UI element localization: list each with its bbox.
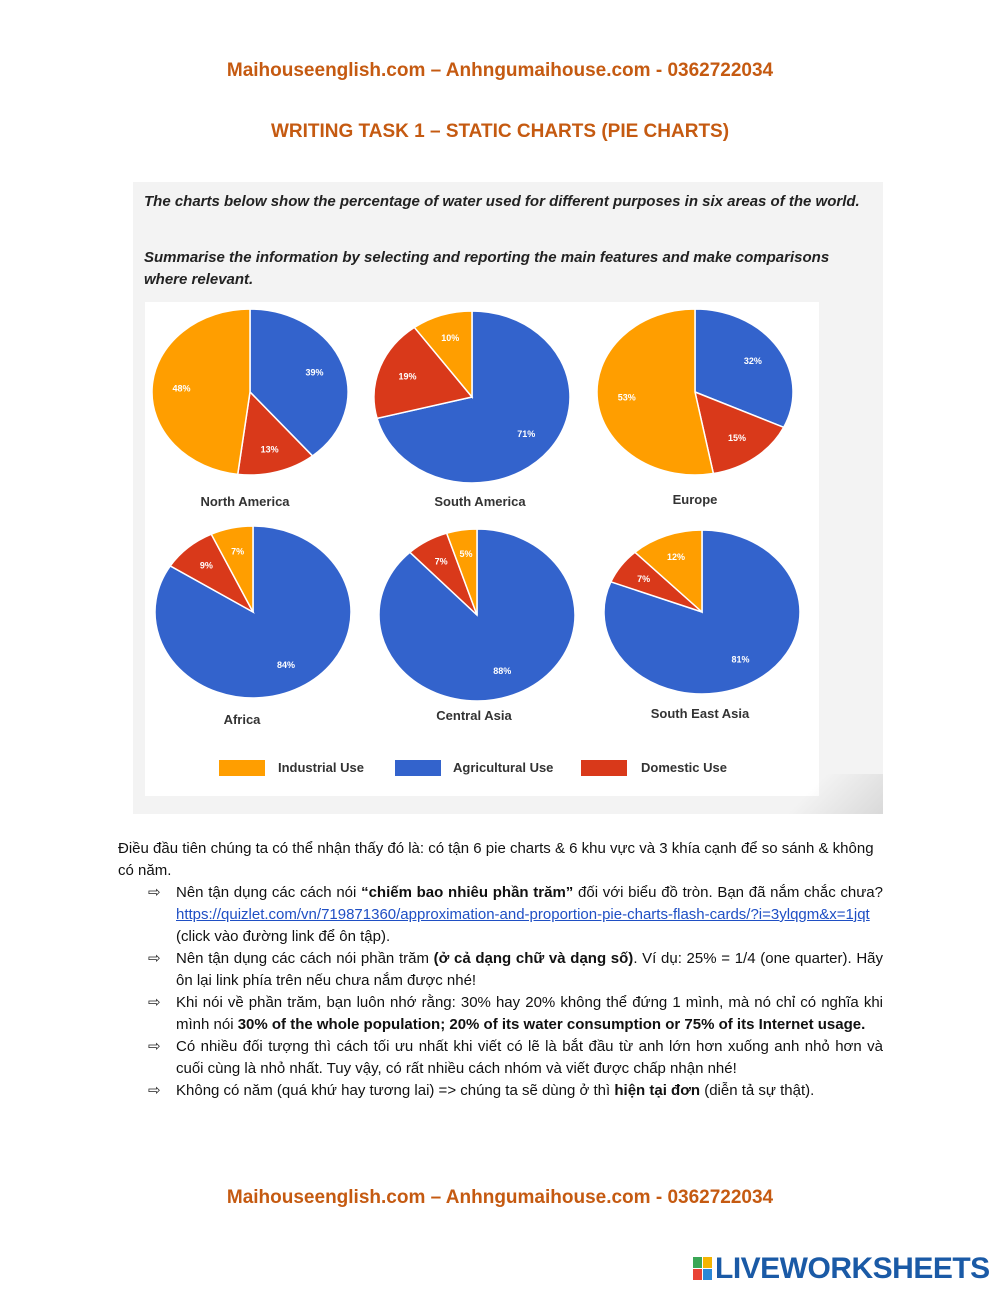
tip-text: Có nhiều đối tượng thì cách tối ưu nhất khi viết có lẽ là bắt đầu từ anh lớn hơn xuống anh nhỏ hơn và cuối cùng là nhỏ nhất. Tuy vậy, có rất nhiều cách nhóm và viết được chấp nhận nhé! (176, 1038, 883, 1077)
tip-text: Không có năm (quá khứ hay tương lai) => chúng ta sẽ dùng ở thì (176, 1082, 615, 1099)
tip-bold: hiện tại đơn (614, 1082, 701, 1099)
explanation-text (118, 838, 883, 1102)
task-instruction: Summarise the information by selecting and reporting the main features and make comparisons where relevant. (144, 249, 830, 288)
pie-slice-industrial (152, 309, 250, 474)
data-label: 88% (493, 665, 512, 676)
pie-region-label: South East Asia (650, 706, 750, 721)
tip-text: đối với biểu đồ tròn. Bạn đã nắm chắc chưa? (573, 884, 883, 901)
data-label: 32% (743, 355, 762, 366)
pie-charts-svg (145, 302, 819, 796)
data-label: 7% (434, 556, 448, 567)
tip-text: (diễn tả sự thật). (700, 1082, 815, 1099)
data-label: 7% (231, 546, 245, 557)
pie-region-label: Central Asia (436, 708, 512, 723)
legend-label-agricultural: Agricultural Use (453, 760, 554, 775)
data-label: 13% (260, 444, 279, 455)
legend-swatch-agricultural (395, 760, 441, 776)
data-label: 19% (398, 371, 417, 382)
arrow-bullet-icon: ⇨ (148, 994, 161, 1011)
data-label: 15% (728, 432, 747, 443)
task-prompt: The charts below show the percentage of water used for different purposes in six areas of the world. (144, 193, 860, 210)
legend-label-domestic: Domestic Use (641, 760, 727, 775)
arrow-bullet-icon: ⇨ (148, 884, 161, 901)
tip-bold: “chiếm bao nhiêu phần trăm” (361, 884, 574, 901)
tip-bold: (ở cả dạng chữ và dạng số) (433, 950, 634, 967)
data-label: 9% (199, 560, 213, 571)
tip-text: (click vào đường link để ôn tập). (176, 928, 391, 945)
data-label: 48% (172, 383, 191, 394)
task-image-panel (133, 182, 883, 814)
pie-region-label: South America (434, 494, 526, 509)
document-title: WRITING TASK 1 – STATIC CHARTS (PIE CHARTS) (270, 121, 730, 142)
intro-paragraph: Điều đầu tiên chúng ta có thể nhận thấy đó là: có tận 6 pie charts & 6 khu vực và 3 khía cạnh để so sánh & không có năm. (118, 840, 874, 879)
list-item (118, 948, 883, 992)
legend-swatch-domestic (581, 760, 627, 776)
logo-blocks-icon (693, 1257, 713, 1281)
list-item (118, 1080, 883, 1102)
tip-text: Khi nói về phần trăm, bạn luôn nhớ rằng: 30% hay 20% không thể đứng 1 mình, mà nó chỉ có nghĩa khi mình nói (176, 994, 883, 1033)
data-label: 84% (277, 659, 296, 670)
tips-list (118, 882, 883, 1102)
arrow-bullet-icon: ⇨ (148, 1038, 161, 1055)
pie-region-label: Europe (672, 492, 718, 507)
tip-text: Nên tận dụng các cách nói phần trăm (176, 950, 434, 967)
list-item (118, 1036, 883, 1080)
data-label: 39% (305, 367, 324, 378)
tip-text: Nên tận dụng các cách nói (176, 884, 362, 901)
data-label: 71% (517, 428, 536, 439)
tip-bold: 30% of the whole population; 20% of its water consumption or 75% of its Internet usage. (237, 1016, 866, 1033)
tip-text: . Ví dụ: 25% = 1/4 (one quarter). Hãy ôn lại link phía trên nếu chưa nắm được nhé! (176, 950, 884, 989)
pie-charts-area (145, 302, 819, 796)
list-item (118, 882, 883, 948)
site-header: Maihouseenglish.com – Anhngumaihouse.com - 0362722034 (226, 60, 774, 81)
site-footer: Maihouseenglish.com – Anhngumaihouse.com - 0362722034 (226, 1187, 774, 1208)
quizlet-link[interactable]: https://quizlet.com/vn/719871360/approximation-and-proportion-pie-charts-flash-cards/?i=3ylqgm&x=1jqt (176, 906, 870, 923)
logo-text: LIVEWORKSHEETS (715, 1252, 990, 1285)
list-item (118, 992, 883, 1036)
data-label: 12% (667, 552, 686, 563)
arrow-bullet-icon: ⇨ (148, 1082, 161, 1099)
pie-region-label: Africa (223, 712, 261, 727)
liveworksheets-logo[interactable] (693, 1252, 993, 1286)
arrow-bullet-icon: ⇨ (148, 950, 161, 967)
data-label: 7% (637, 573, 651, 584)
pie-region-label: North America (200, 494, 290, 509)
legend-label-industrial: Industrial Use (278, 760, 364, 775)
data-label: 5% (459, 548, 473, 559)
data-label: 10% (441, 333, 460, 344)
legend-swatch-industrial (219, 760, 265, 776)
data-label: 81% (731, 654, 750, 665)
data-label: 53% (617, 392, 636, 403)
